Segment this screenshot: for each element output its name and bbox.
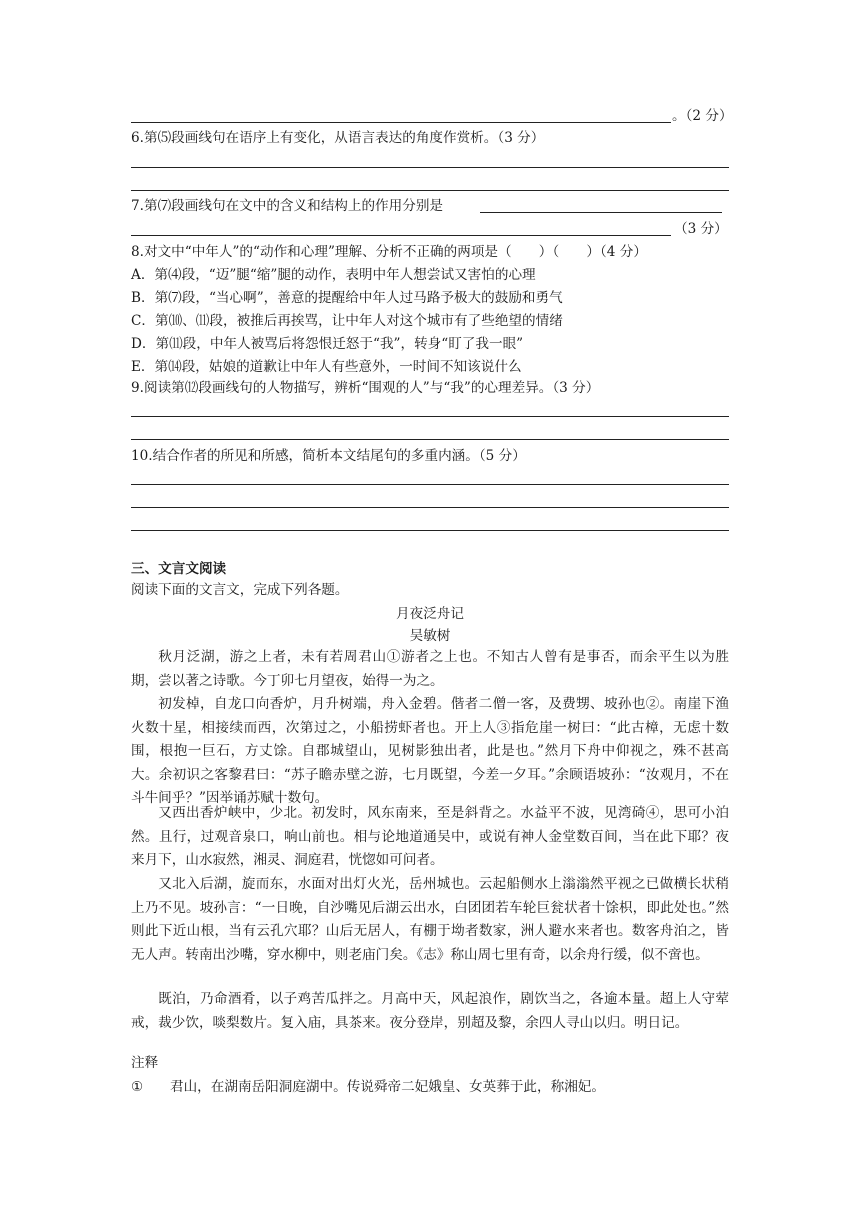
passage-paragraph-1: 秋月泛湖，游之上者，未有若周君山①游者之上也。不知古人曾有是事否，而余平生以为胜期，尝以著之诗歌。今丁卯七月望夜，始得一为之。	[131, 649, 729, 689]
answer-line	[131, 530, 729, 531]
answer-line	[480, 212, 722, 213]
q7-score: （3 分）	[674, 221, 728, 237]
answer-line	[131, 507, 729, 508]
q5-score: 。（2 分）	[672, 108, 733, 124]
question-8: 8.对文中“中年人”的“动作和心理”理解、分析不正确的两项是（ ）（ ）（4 分）	[131, 244, 647, 260]
answer-line	[131, 484, 729, 485]
answer-line	[131, 416, 729, 417]
option-e: E．第⒁段，姑娘的道歉让中年人有些意外，一时间不知该说什么	[131, 359, 522, 375]
answer-line	[131, 190, 729, 191]
passage-title: 月夜泛舟记	[396, 606, 464, 622]
option-b: B．第⑺段，“当心啊”，善意的提醒给中年人过马路予极大的鼓励和勇气	[131, 290, 563, 306]
answer-line	[131, 122, 671, 123]
question-7: 7.第⑺段画线句在文中的含义和结构上的作用分别是	[131, 198, 444, 214]
section-title: 三、文言文阅读	[131, 561, 227, 577]
question-10: 10.结合作者的所见和所感，简析本文结尾句的多重内涵。（5 分）	[131, 448, 526, 464]
notes-label: 注释	[131, 1055, 159, 1071]
option-d: D．第⑾段，中年人被骂后将怨恨迁怒于“我”，转身“盯了我一眼”	[131, 336, 524, 352]
note-1-text: 君山，在湖南岳阳洞庭湖中。传说舜帝二妃娥皇、女英葬于此，称湘妃。	[170, 1079, 605, 1095]
answer-line	[131, 439, 729, 440]
note-1-number: ①	[131, 1079, 144, 1095]
passage-paragraph-2: 初发棹，自龙口向香炉，月升树端，舟入金碧。偕者二僧一客，及费甥、坡孙也②。南崖下渔火数十星，相接续而西，次第过之，小船捞虾者也。开上人③指危崖一树曰：“此古樟，无虑十数围，根抱一巨石，方丈馀。自郡城望山，见树影独出者，此是也。”然月下舟中仰视之，殊不甚高大。余初识之客黎君曰：“苏子瞻赤壁之游，七月既望，今差一夕耳。”余顾语坡孙：“汝观月，不在斗牛间乎？”因举诵苏赋十数句。	[131, 696, 729, 806]
answer-line	[131, 235, 671, 236]
passage-paragraph-4: 又北入后湖，旋而东，水面对出灯火光，岳州城也。云起船侧水上滃滃然平视之已做横长状稍上乃不见。坡孙言：“一日晚，自沙嘴见后湖云出水，白团团若车轮巨瓮状者十馀枳，即此处也。”然则此下近山根，当有云孔穴耶？山后无居人，有棚于坳者数家，洲人避水来者也。数客舟泊之，皆无人声。转南出沙嘴，穿水柳中，则老庙门矣。《志》称山周七里有奇，以余舟行缓，似不啻也。	[131, 876, 729, 963]
passage-author: 吴敏树	[409, 628, 451, 644]
answer-line	[131, 167, 729, 168]
question-9: 9.阅读第⑿段画线句的人物描写，辨析“围观的人”与“我”的心理差异。（3 分）	[131, 380, 600, 396]
option-a: A．第⑷段，“迈”腿“缩”腿的动作，表明中年人想尝试又害怕的心理	[131, 267, 536, 283]
option-c: C．第⑽、⑾段，被推后再挨骂，让中年人对这个城市有了些绝望的情绪	[131, 313, 563, 329]
section-intro: 阅读下面的文言文，完成下列各题。	[131, 582, 349, 598]
passage-paragraph-5: 既泊，乃命酒肴，以子鸡苦瓜拌之。月高中天，风起浪作，剧饮当之，各逾本量。超上人守荤戒，裁少饮，啖梨数片。复入庙，具茶来。夜分登岸，别超及黎，余四人寻山以归。明日记。	[131, 991, 729, 1031]
passage-paragraph-3: 又西出香炉峡中，少北。初发时，风东南来，至是斜背之。水益平不波，见湾碕④，思可小泊然。且行，过观音泉口，响山前也。相与论地道通吴中，或说有神人金堂数百间，当在此下耶？夜来月下，山水寂然，湘灵、洞庭君，恍惚如可问者。	[131, 805, 729, 868]
question-6: 6.第⑸段画线句在语序上有变化，从语言表达的角度作赏析。（3 分）	[131, 130, 545, 146]
